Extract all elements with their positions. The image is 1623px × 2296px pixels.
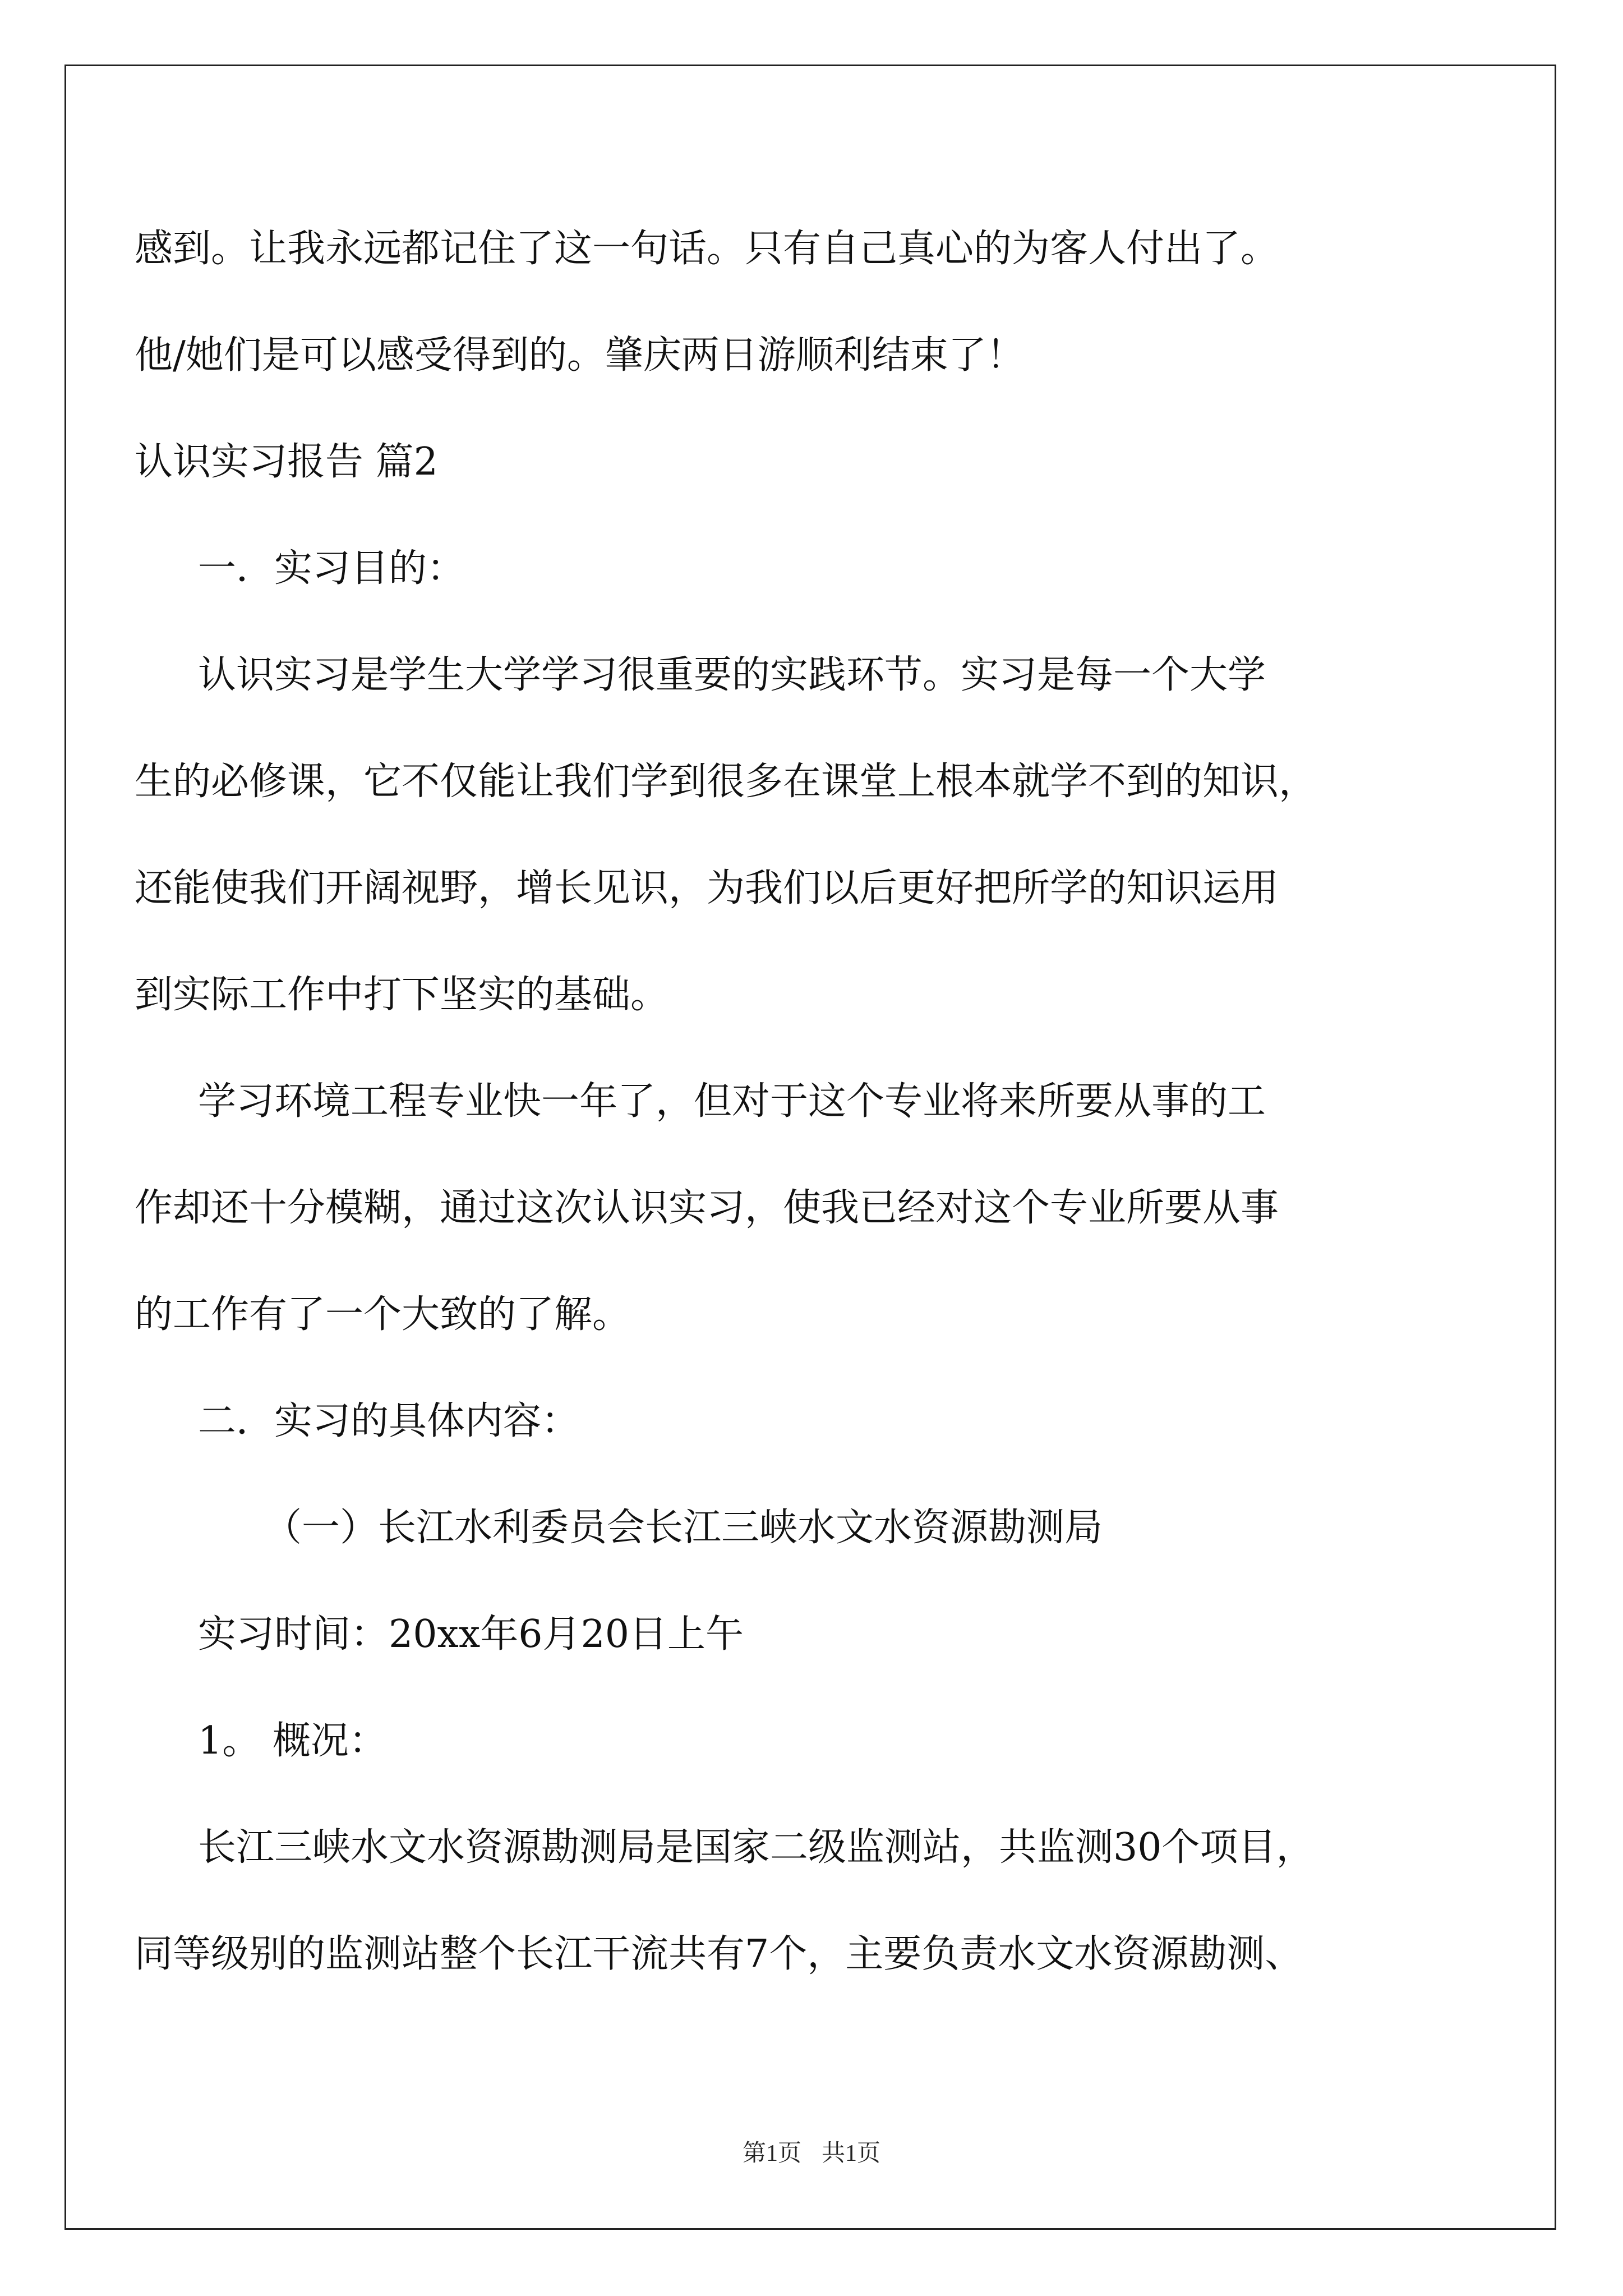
text-line: 到实际工作中打下坚实的基础。 [135, 973, 669, 1017]
text-line: 认识实习是学生大学学习很重要的实践环节。实习是每一个大学 [198, 653, 1266, 697]
page-border [64, 65, 1556, 2230]
subheading: 一．实习目的： [198, 546, 465, 591]
text-line: 同等级别的监测站整个长江干流共有7个，主要负责水文水资源勘测、 [135, 1932, 1303, 1976]
text-line: 他/她们是可以感受得到的。肇庆两日游顺利结束了！ [135, 333, 1025, 378]
text-line: 的工作有了一个大致的了解。 [135, 1292, 631, 1337]
subheading: （一）长江水利委员会长江三峡水文水资源勘测局 [264, 1506, 1103, 1550]
text-line: 1。 概况： [198, 1719, 387, 1763]
text-line: 感到。让我永远都记住了这一句话。只有自己真心的为客人付出了。 [135, 227, 1279, 271]
page-total: 共1页 [822, 2141, 881, 2166]
section-heading: 认识实习报告 篇2 [135, 440, 438, 484]
text-line: 还能使我们开阔视野，增长见识，为我们以后更好把所学的知识运用 [135, 866, 1279, 910]
text-line: 作却还十分模糊，通过这次认识实习，使我已经对这个专业所要从事 [135, 1186, 1279, 1230]
subheading: 二．实习的具体内容： [198, 1399, 580, 1443]
text-line: 生的必修课，它不仅能让我们学到很多在课堂上根本就学不到的知识， [135, 760, 1317, 804]
text-line: 学习环境工程专业快一年了，但对于这个专业将来所要从事的工 [198, 1079, 1266, 1124]
page-number: 第1页 [742, 2141, 801, 2166]
text-line: 长江三峡水文水资源勘测局是国家二级监测站，共监测30个项目， [198, 1825, 1315, 1870]
text-line: 实习时间：20xx年6月20日上午 [198, 1612, 744, 1657]
page-footer [0, 2134, 1623, 2168]
